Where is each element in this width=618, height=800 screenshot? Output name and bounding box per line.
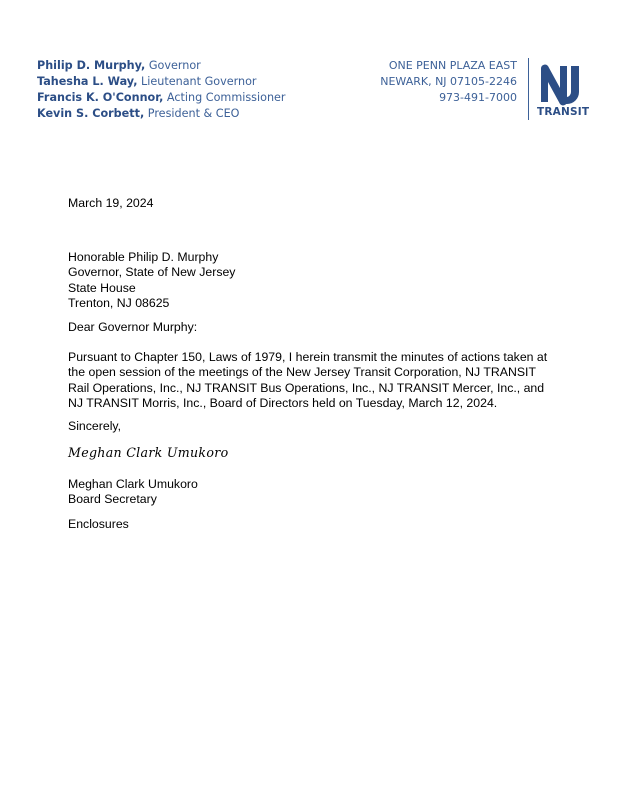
salutation: Dear Governor Murphy: [68, 320, 198, 334]
header-divider [528, 58, 529, 120]
body-line: NJ TRANSIT Morris, Inc., Board of Directors held on Tuesday, March 12, 2024. [68, 396, 498, 411]
signature: Meghan Clark Umukoro [68, 445, 229, 460]
address-line1: ONE PENN PLAZA EAST [388, 59, 517, 72]
recipient-line: State House [68, 280, 136, 295]
body-line: Pursuant to Chapter 150, Laws of 1979, I herein transmit the minutes of actions taken at [68, 350, 548, 364]
recipient-line: Governor, State of New Jersey [68, 265, 236, 280]
official-governor: Philip D. Murphy, Governor [37, 59, 201, 72]
enclosures: Enclosures [68, 517, 129, 531]
recipient-line: Honorable Philip D. Murphy [68, 250, 219, 264]
logo-text: TRANSIT [537, 106, 590, 118]
letter-date: March 19, 2024 [68, 196, 154, 210]
closing: Sincerely, [68, 419, 122, 433]
official-commissioner: Francis K. O'Connor, Acting Commissioner [37, 91, 286, 104]
recipient-address [68, 250, 548, 312]
body-paragraph [68, 350, 548, 412]
recipient-line: Trenton, NJ 08625 [68, 296, 170, 311]
signer-name: Meghan Clark Umukoro [68, 477, 198, 491]
signer-title: Board Secretary [68, 492, 157, 507]
official-president: Kevin S. Corbett, President & CEO [37, 107, 240, 120]
body-line: the open session of the meetings of the New Jersey Transit Corporation, NJ TRANSIT [68, 365, 536, 380]
signer-block [68, 477, 548, 508]
address-line2: NEWARK, NJ 07105-2246 [380, 75, 517, 88]
official-lieutenant-governor: Tahesha L. Way, Lieutenant Governor [37, 75, 257, 88]
office-address [380, 58, 517, 106]
body-line: Rail Operations, Inc., NJ TRANSIT Bus Operations, Inc., NJ TRANSIT Mercer, Inc., and [68, 380, 545, 395]
address-phone: 973-491-7000 [439, 91, 517, 104]
officials-list [37, 58, 286, 122]
